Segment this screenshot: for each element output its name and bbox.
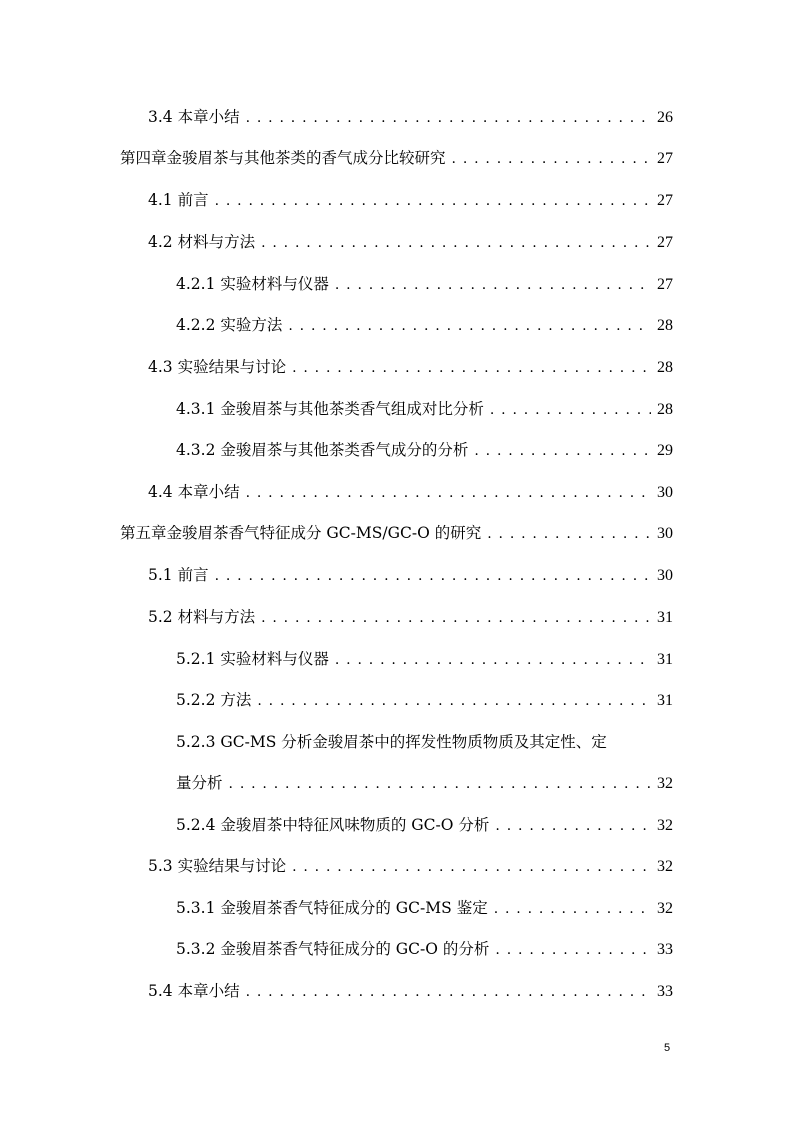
toc-leader-dots bbox=[292, 855, 651, 879]
toc-entry-label: 第五章金骏眉茶香气特征成分 GC-MS/GC-O 的研究 bbox=[120, 524, 482, 542]
toc-entry-label: 第四章金骏眉茶与其他茶类的香气成分比较研究 bbox=[120, 149, 446, 167]
toc-leader-dots bbox=[335, 273, 651, 297]
toc-leader-dots bbox=[288, 314, 651, 338]
toc-entry-label: 4.2.2 实验方法 bbox=[176, 316, 283, 334]
toc-entry-page: 27 bbox=[657, 234, 673, 251]
toc-entry[interactable] bbox=[176, 771, 673, 795]
toc-entry[interactable] bbox=[120, 521, 673, 545]
toc-entry[interactable] bbox=[120, 146, 673, 170]
toc-entry[interactable] bbox=[148, 480, 673, 504]
toc-entry[interactable] bbox=[176, 272, 673, 296]
toc-entry-label: 量分析 bbox=[176, 774, 223, 792]
toc-entry[interactable] bbox=[176, 688, 673, 712]
toc-entry[interactable] bbox=[148, 355, 673, 379]
toc-leader-dots bbox=[246, 980, 651, 1004]
toc-entry-page: 33 bbox=[657, 983, 673, 1000]
toc-entry-label: 5.3 实验结果与讨论 bbox=[148, 857, 287, 875]
toc-entry-label: 4.3 实验结果与讨论 bbox=[148, 358, 287, 376]
toc-entry-page: 28 bbox=[657, 401, 673, 418]
toc-leader-dots bbox=[246, 106, 651, 130]
toc-entry-label: 5.2.2 方法 bbox=[176, 691, 252, 709]
toc-entry-page: 32 bbox=[657, 817, 673, 834]
toc-entry-label: 3.4 本章小结 bbox=[148, 108, 240, 126]
toc-leader-dots bbox=[215, 564, 651, 588]
toc-leader-dots bbox=[261, 231, 651, 255]
toc-leader-dots bbox=[452, 147, 651, 171]
toc-entry[interactable] bbox=[176, 896, 673, 920]
toc-entry-label: 5.3.2 金骏眉茶香气特征成分的 GC-O 的分析 bbox=[176, 940, 490, 958]
toc-entry-page: 32 bbox=[657, 775, 673, 792]
toc-entry-page: 29 bbox=[657, 442, 673, 459]
toc-entry-page: 31 bbox=[657, 609, 673, 626]
toc-entry-label: 4.2 材料与方法 bbox=[148, 233, 256, 251]
toc-entry-page: 30 bbox=[657, 484, 673, 501]
toc-entry-label: 5.3.1 金骏眉茶香气特征成分的 GC-MS 鉴定 bbox=[176, 899, 488, 917]
toc-entry-page: 26 bbox=[657, 109, 673, 126]
toc-entry-page: 27 bbox=[657, 192, 673, 209]
toc-entry[interactable] bbox=[176, 647, 673, 671]
page-number: 5 bbox=[664, 1042, 671, 1054]
toc-entry-page: 32 bbox=[657, 858, 673, 875]
toc-leader-dots bbox=[487, 522, 651, 546]
toc-entry-page: 32 bbox=[657, 900, 673, 917]
toc-entry-page: 31 bbox=[657, 651, 673, 668]
toc-leader-dots bbox=[495, 938, 651, 962]
toc-entry-page: 27 bbox=[657, 150, 673, 167]
toc-entry-page: 28 bbox=[657, 359, 673, 376]
toc-entry-label: 5.4 本章小结 bbox=[148, 982, 240, 1000]
toc-entry-page: 27 bbox=[657, 276, 673, 293]
toc-entry-label: 5.2.1 实验材料与仪器 bbox=[176, 650, 329, 668]
toc-entry[interactable] bbox=[148, 979, 673, 1003]
toc-entry-page: 30 bbox=[657, 567, 673, 584]
toc-leader-dots bbox=[261, 606, 651, 630]
toc-entry[interactable] bbox=[176, 813, 673, 837]
toc-entry[interactable] bbox=[148, 188, 673, 212]
toc-entry-label: 5.2 材料与方法 bbox=[148, 608, 256, 626]
toc-entry[interactable] bbox=[148, 105, 673, 129]
toc-entry[interactable] bbox=[148, 563, 673, 587]
toc-leader-dots bbox=[257, 689, 651, 713]
toc-entry-page: 31 bbox=[657, 692, 673, 709]
toc-entry-label: 4.2.1 实验材料与仪器 bbox=[176, 275, 329, 293]
toc-entry[interactable] bbox=[176, 937, 673, 961]
toc-entry-label: 5.2.4 金骏眉茶中特征风味物质的 GC-O 分析 bbox=[176, 816, 490, 834]
toc-entry-page: 33 bbox=[657, 941, 673, 958]
toc-leader-dots bbox=[474, 439, 651, 463]
toc-entry-label: 4.4 本章小结 bbox=[148, 483, 240, 501]
toc-entry-page: 28 bbox=[657, 317, 673, 334]
toc-entry-label: 4.3.1 金骏眉茶与其他茶类香气组成对比分析 bbox=[176, 400, 484, 418]
toc-entry-label: 5.1 前言 bbox=[148, 566, 209, 584]
toc-leader-dots bbox=[292, 356, 651, 380]
toc-entry-wrapped-first-line[interactable]: 5.2.3 GC-MS 分析金骏眉茶中的挥发性物质物质及其定性、定 bbox=[176, 733, 607, 751]
toc-leader-dots bbox=[494, 897, 651, 921]
toc-entry-page: 30 bbox=[657, 525, 673, 542]
toc-entry[interactable] bbox=[148, 854, 673, 878]
toc-entry[interactable] bbox=[176, 313, 673, 337]
toc-entry-label: 4.1 前言 bbox=[148, 191, 209, 209]
toc-entry-label: 4.3.2 金骏眉茶与其他茶类香气成分的分析 bbox=[176, 441, 469, 459]
toc-leader-dots bbox=[490, 398, 651, 422]
toc-leader-dots bbox=[335, 648, 651, 672]
toc-leader-dots bbox=[495, 814, 651, 838]
toc-entry[interactable] bbox=[176, 397, 673, 421]
toc-leader-dots bbox=[215, 189, 651, 213]
toc-entry[interactable] bbox=[148, 605, 673, 629]
toc-entry[interactable] bbox=[176, 438, 673, 462]
toc-leader-dots bbox=[229, 772, 651, 796]
toc-entry[interactable] bbox=[148, 230, 673, 254]
toc-leader-dots bbox=[246, 481, 651, 505]
